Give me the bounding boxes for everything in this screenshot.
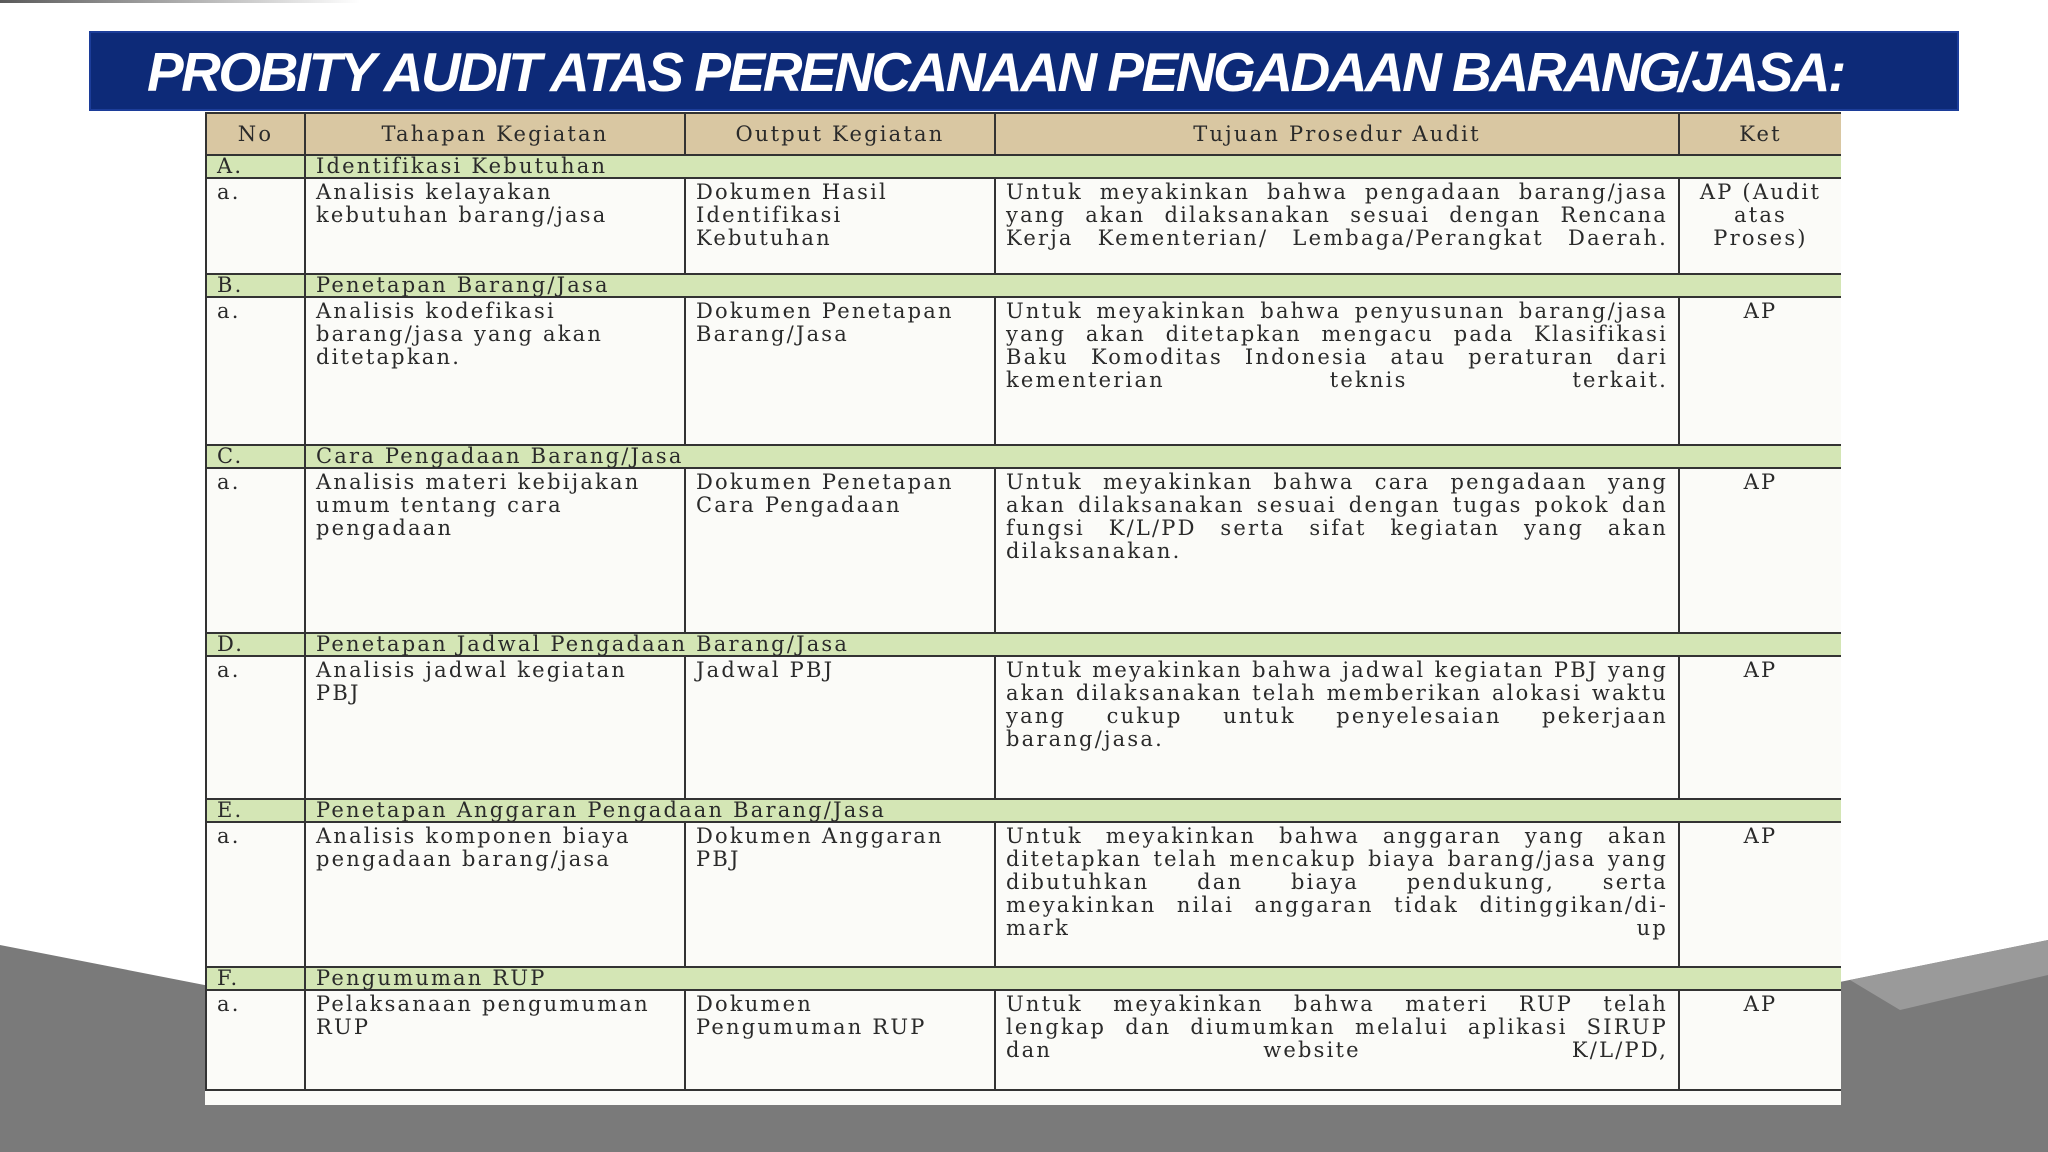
- row-no: a.: [206, 822, 305, 967]
- section-code: E.: [206, 799, 305, 822]
- row-no: a.: [206, 468, 305, 633]
- section-code: C.: [206, 445, 305, 468]
- header-ket: Ket: [1679, 113, 1841, 155]
- row-tahapan: Analisis komponen biaya pengadaan barang/jasa: [305, 822, 685, 967]
- table-row: [206, 822, 1841, 967]
- row-ket: AP: [1679, 656, 1841, 799]
- table-row: [206, 468, 1841, 633]
- section-code: F.: [206, 967, 305, 990]
- row-output: Dokumen Penetapan Barang/Jasa: [685, 297, 995, 445]
- row-ket: AP: [1679, 468, 1841, 633]
- section-code: D.: [206, 633, 305, 656]
- row-tujuan: Untuk meyakinkan bahwa jadwal kegiatan PBJ yang akan dilaksanakan telah memberikan alokasi waktu yang cukup untuk penyelesaian pekerjaan barang/jasa.: [995, 656, 1679, 799]
- table-row: [206, 990, 1841, 1090]
- header-tahapan: Tahapan Kegiatan: [305, 113, 685, 155]
- row-output: Dokumen Hasil Identifikasi Kebutuhan: [685, 178, 995, 274]
- audit-table: [205, 112, 1841, 1091]
- row-output: Dokumen Anggaran PBJ: [685, 822, 995, 967]
- section-code: A.: [206, 155, 305, 178]
- row-no: a.: [206, 990, 305, 1090]
- table-row: [206, 178, 1841, 274]
- section-name: Penetapan Anggaran Pengadaan Barang/Jasa: [305, 799, 1841, 822]
- row-tahapan: Pelaksanaan pengumuman RUP: [305, 990, 685, 1090]
- section-name: Cara Pengadaan Barang/Jasa: [305, 445, 1841, 468]
- row-no: a.: [206, 656, 305, 799]
- row-output: Dokumen Penetapan Cara Pengadaan: [685, 468, 995, 633]
- row-ket: AP: [1679, 822, 1841, 967]
- header-output: Output Kegiatan: [685, 113, 995, 155]
- row-tujuan: Untuk meyakinkan bahwa cara pengadaan yang akan dilaksanakan sesuai dengan tugas pokok dan fungsi K/L/PD serta sifat kegiatan yang akan dilaksanakan.: [995, 468, 1679, 633]
- row-output: Dokumen Pengumuman RUP: [685, 990, 995, 1090]
- row-output: Jadwal PBJ: [685, 656, 995, 799]
- section-row-c: [206, 445, 1841, 468]
- header-tujuan: Tujuan Prosedur Audit: [995, 113, 1679, 155]
- row-tahapan: Analisis kelayakan kebutuhan barang/jasa: [305, 178, 685, 274]
- section-name: Penetapan Jadwal Pengadaan Barang/Jasa: [305, 633, 1841, 656]
- row-tujuan: Untuk meyakinkan bahwa pengadaan barang/jasa yang akan dilaksanakan sesuai dengan Rencana Kerja Kementerian/ Lembaga/Perangkat Daerah.: [995, 178, 1679, 274]
- section-row-f: [206, 967, 1841, 990]
- section-row-a: [206, 155, 1841, 178]
- section-row-b: [206, 274, 1841, 297]
- row-tujuan: Untuk meyakinkan bahwa anggaran yang akan ditetapkan telah mencakup biaya barang/jasa yang dibutuhkan dan biaya pendukung, serta meyakinkan nilai anggaran tidak ditinggikan/di-mark up: [995, 822, 1679, 967]
- table-header-row: [206, 113, 1841, 155]
- row-ket: AP: [1679, 990, 1841, 1090]
- row-tahapan: Analisis materi kebijakan umum tentang cara pengadaan: [305, 468, 685, 633]
- title-banner: [89, 31, 1959, 111]
- table-row: [206, 656, 1841, 799]
- row-ket: AP: [1679, 297, 1841, 445]
- audit-table-image: [205, 112, 1841, 1105]
- table-row: [206, 297, 1841, 445]
- section-name: Pengumuman RUP: [305, 967, 1841, 990]
- section-name: Penetapan Barang/Jasa: [305, 274, 1841, 297]
- row-tahapan: Analisis kodefikasi barang/jasa yang akan ditetapkan.: [305, 297, 685, 445]
- row-no: a.: [206, 297, 305, 445]
- row-tujuan: Untuk meyakinkan bahwa materi RUP telah lengkap dan diumumkan melalui aplikasi SIRUP dan website K/L/PD,: [995, 990, 1679, 1090]
- row-ket: AP (Audit atas Proses): [1679, 178, 1841, 274]
- slide-title: PROBITY AUDIT ATAS PERENCANAAN PENGADAAN BARANG/JASA:: [147, 41, 1844, 103]
- row-tahapan: Analisis jadwal kegiatan PBJ: [305, 656, 685, 799]
- section-name: Identifikasi Kebutuhan: [305, 155, 1841, 178]
- section-row-e: [206, 799, 1841, 822]
- section-row-d: [206, 633, 1841, 656]
- row-no: a.: [206, 178, 305, 274]
- header-no: No: [206, 113, 305, 155]
- top-decorative-rule: [0, 0, 360, 3]
- row-tujuan: Untuk meyakinkan bahwa penyusunan barang/jasa yang akan ditetapkan mengacu pada Klasifikasi Baku Komoditas Indonesia atau peraturan dari kementerian teknis terkait.: [995, 297, 1679, 445]
- section-code: B.: [206, 274, 305, 297]
